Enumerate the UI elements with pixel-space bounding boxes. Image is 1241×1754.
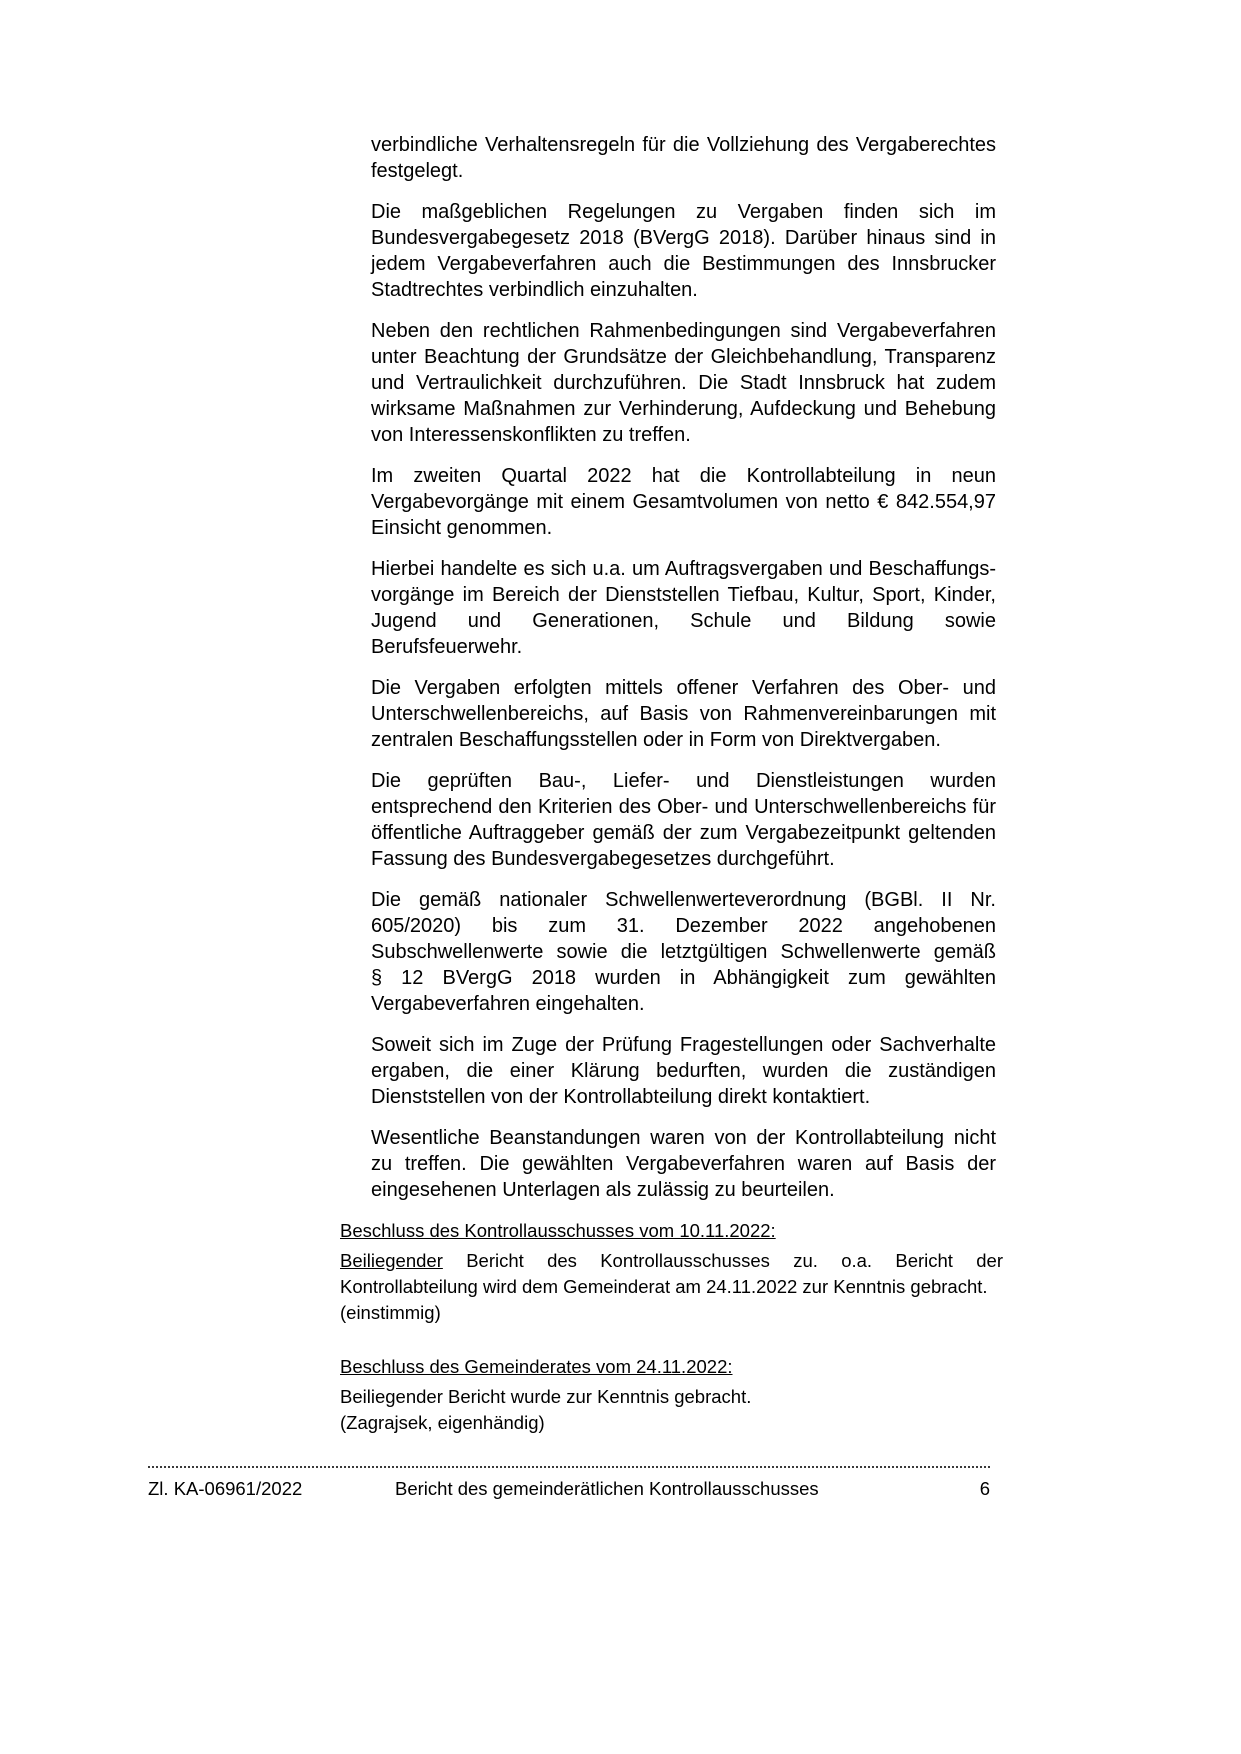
body-paragraph: Neben den rechtlichen Rahmenbedingungen sind Vergabeverfahren unter Beachtung der Grundsätze der Gleichbehandlung, Transparenz und Vertraulichkeit durchzuführen. Die Stadt Innsbruck hat zudem wirksame Maßnahmen zur Verhinderung, Aufdeckung und Behebung von Interessenskonflikten zu treffen. [371, 320, 996, 446]
footer-page-number: 6 [979, 1478, 990, 1499]
footer-row [148, 1478, 990, 1502]
body-paragraph: Soweit sich im Zuge der Prüfung Fragestellungen oder Sachverhalte ergaben, die einer Klärung bedurften, wurden die zuständigen Dienststellen von der Kontrollabteilung direkt kontaktiert. [371, 1034, 996, 1108]
resolution-kontrollausschuss [340, 1218, 1003, 1326]
resolution-heading: Beschluss des Kontrollausschusses vom 10.11.2022: [340, 1220, 776, 1241]
body-paragraph: Die gemäß nationaler Schwellenwerteverordnung (BGBl. II Nr. 605/2020) bis zum 31. Dezember 2022 angehobenen Subschwellenwerte sowie die letztgültigen Schwellenwerte gemäß § 12 BVergG 2018 wurden in Abhängigkeit zum gewählten Vergabeverfahren eingehalten. [371, 889, 996, 1015]
report-body [340, 132, 1003, 1436]
resolution-signature-note: (Zagrajsek, eigenhändig) [340, 1412, 545, 1433]
body-paragraph: Die Vergaben erfolgten mittels offener Verfahren des Ober- und Unterschwellenbereichs, auf Basis von Rahmenvereinbarungen mit zentralen Beschaffungsstellen oder in Form von Direktvergaben. [371, 677, 996, 751]
resolution-heading: Beschluss des Gemeinderates vom 24.11.2022: [340, 1356, 733, 1377]
body-paragraph: verbindliche Verhaltensregeln für die Vollziehung des Vergaberechtes festgelegt. [371, 134, 996, 182]
resolutions-section [340, 1218, 1003, 1436]
footer-reference: Zl. KA-06961/2022 [148, 1478, 303, 1499]
resolution-text [340, 1248, 1003, 1300]
resolution-gemeinderat [340, 1354, 1003, 1436]
page-footer [148, 1466, 990, 1502]
resolution-vote-note: (einstimmig) [340, 1302, 441, 1323]
body-paragraph: Wesentliche Beanstandungen waren von der Kontrollabteilung nicht zu treffen. Die gewählten Vergabeverfahren waren auf Basis der eingesehenen Unterlagen als zulässig zu beurteilen. [371, 1127, 996, 1201]
resolution-text-rest: Bericht des Kontrollausschusses zu. o.a. Bericht der Kontrollabteilung wird dem Gemeinderat am 24.11.2022 zur Kenntnis gebracht. [340, 1250, 1003, 1297]
footer-title: Bericht des gemeinderätlichen Kontrollausschusses [395, 1478, 819, 1499]
body-paragraph: Hierbei handelte es sich u.a. um Auftragsvergaben und Beschaffungsvorgänge im Bereich der Dienststellen Tiefbau, Kultur, Sport, Kinder, Jugend und Generationen, Schule und Bildung sowie Berufsfeuerwehr. [371, 558, 996, 658]
body-paragraph: Die geprüften Bau-, Liefer- und Dienstleistungen wurden entsprechend den Kriterien des Ober- und Unterschwellenbereichs für öffentliche Auftraggeber gemäß der zum Vergabezeitpunkt geltenden Fassung des Bundesvergabegesetzes durchgeführt. [371, 770, 996, 870]
resolution-text: Beiliegender Bericht wurde zur Kenntnis gebracht. [340, 1386, 752, 1407]
body-paragraph: Im zweiten Quartal 2022 hat die Kontrollabteilung in neun Vergabevorgänge mit einem Gesamtvolumen von netto € 842.554,97 Einsicht genommen. [371, 465, 996, 539]
resolution-lead-word: Beiliegender [340, 1250, 443, 1271]
body-paragraph: Die maßgeblichen Regelungen zu Vergaben finden sich im Bundesvergabegesetz 2018 (BVergG 2018). Darüber hinaus sind in jedem Vergabeverfahren auch die Bestimmungen des Innsbrucker Stadtrechtes verbindlich einzuhalten. [371, 201, 996, 301]
